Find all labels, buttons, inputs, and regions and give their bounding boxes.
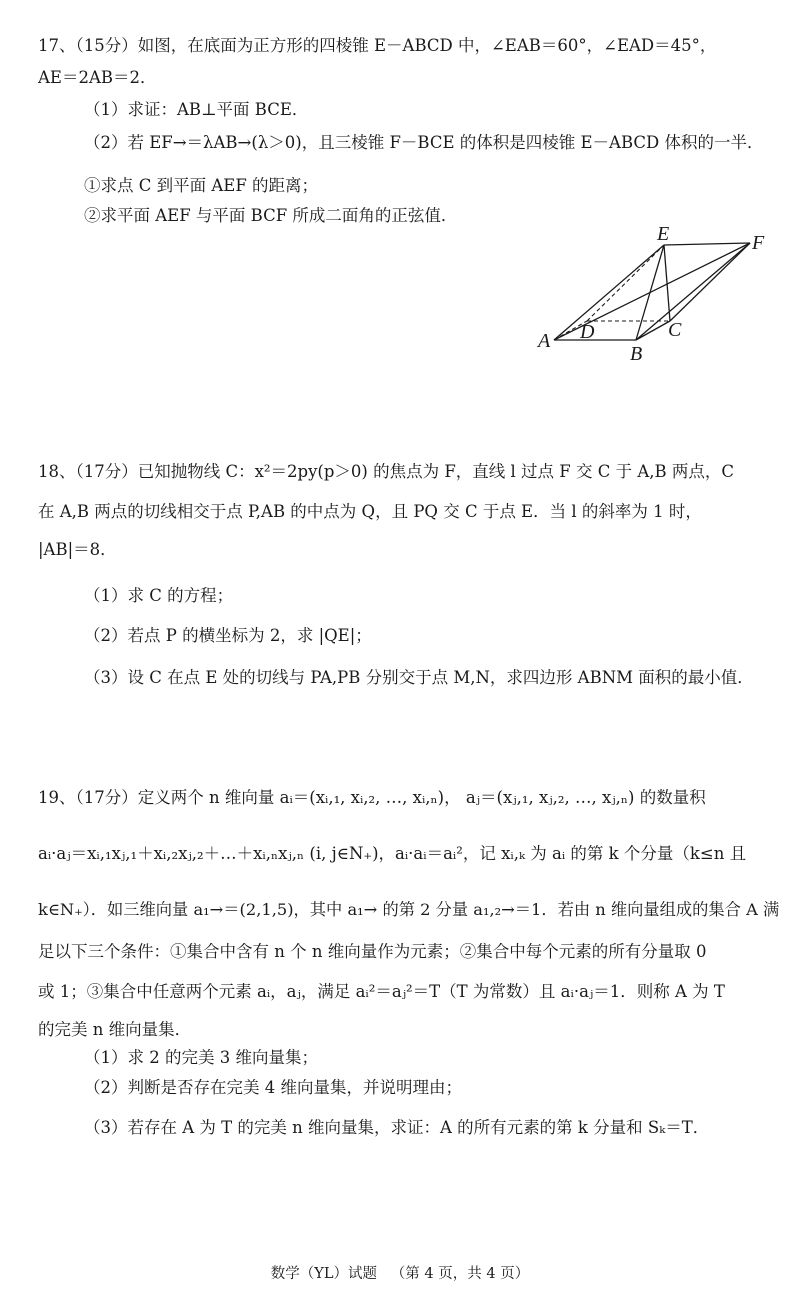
q19-stem-line1: 19、（17分）定义两个 n 维向量 aᵢ＝(xᵢ,₁, xᵢ,₂, …, xᵢ,ₙ)， aⱼ＝(xⱼ,₁, xⱼ,₂, …, xⱼ,ₙ) 的数量积 bbox=[38, 788, 706, 807]
label-f: F bbox=[752, 232, 765, 254]
q19-stem-line6: 的完美 n 维向量集． bbox=[38, 1020, 192, 1039]
q17-stem-line1: 17、（15分）如图，在底面为正方形的四棱锥 E－ABCD 中，∠EAB＝60°，∠EAD＝45°， bbox=[38, 36, 717, 55]
q17-sub1: ①求点 C 到平面 AEF 的距离； bbox=[84, 176, 319, 195]
q18-part1: （1）求 C 的方程； bbox=[84, 586, 234, 605]
page-footer: 数学（YL）试题 （第 4 页，共 4 页） bbox=[270, 1266, 530, 1282]
q19-stem-line2: aᵢ·aⱼ＝xᵢ,₁xⱼ,₁＋xᵢ,₂xⱼ,₂＋…＋xᵢ,ₙxⱼ,ₙ (i, j∈N₊)，aᵢ·aᵢ＝aᵢ²，记 xᵢ,ₖ 为 aᵢ 的第 k 个分量（k≤n 且 bbox=[38, 844, 747, 863]
q18-stem-line1: 18、（17分）已知抛物线 C：x²＝2py(p＞0) 的焦点为 F，直线 l 过点 F 交 C 于 A,B 两点，C bbox=[38, 462, 735, 481]
q17-part1: （1）求证：AB⊥平面 BCE． bbox=[84, 100, 309, 119]
q19-part3: （3）若存在 A 为 T 的完美 n 维向量集，求证：A 的所有元素的第 k 分量和 Sₖ＝T． bbox=[84, 1118, 710, 1137]
label-d: D bbox=[580, 321, 595, 343]
q18-part3: （3）设 C 在点 E 处的切线与 PA,PB 分别交于点 M,N，求四边形 ABNM 面积的最小值． bbox=[84, 668, 754, 687]
label-a: A bbox=[538, 330, 551, 352]
q19-stem-line5: 或 1；③集合中任意两个元素 aᵢ，aⱼ，满足 aᵢ²＝aⱼ²＝T（T 为常数）且 aᵢ·aⱼ＝1．则称 A 为 T bbox=[38, 982, 725, 1001]
q18-stem-line3: |AB|＝8． bbox=[38, 540, 117, 559]
q17-stem-line2: AE＝2AB＝2． bbox=[38, 68, 157, 87]
q19-stem-line3: k∈N₊）．如三维向量 a₁→＝(2,1,5)，其中 a₁→ 的第 2 分量 a₁,₂→＝1．若由 n 维向量组成的集合 A 满 bbox=[38, 900, 780, 919]
label-e: E bbox=[657, 223, 670, 245]
q18-part2: （2）若点 P 的横坐标为 2，求 |QE|； bbox=[84, 626, 372, 645]
q19-stem-line4: 足以下三个条件：①集合中含有 n 个 n 维向量作为元素；②集合中每个元素的所有分量取 0 bbox=[38, 942, 707, 961]
pyramid-figure bbox=[530, 222, 775, 364]
label-c: C bbox=[668, 319, 682, 341]
label-b: B bbox=[630, 343, 643, 364]
q17-part2: （2）若 EF→＝λAB→(λ＞0)，且三棱锥 F－BCE 的体积是四棱锥 E－ABCD 体积的一半． bbox=[84, 133, 764, 152]
q17-sub2: ②求平面 AEF 与平面 BCF 所成二面角的正弦值． bbox=[84, 206, 458, 225]
q19-part1: （1）求 2 的完美 3 维向量集； bbox=[84, 1048, 318, 1067]
q18-stem-line2: 在 A,B 两点的切线相交于点 P,AB 的中点为 Q，且 PQ 交 C 于点 E．当 l 的斜率为 1 时， bbox=[38, 502, 702, 521]
q19-part2: （2）判断是否存在完美 4 维向量集，并说明理由； bbox=[84, 1078, 462, 1097]
